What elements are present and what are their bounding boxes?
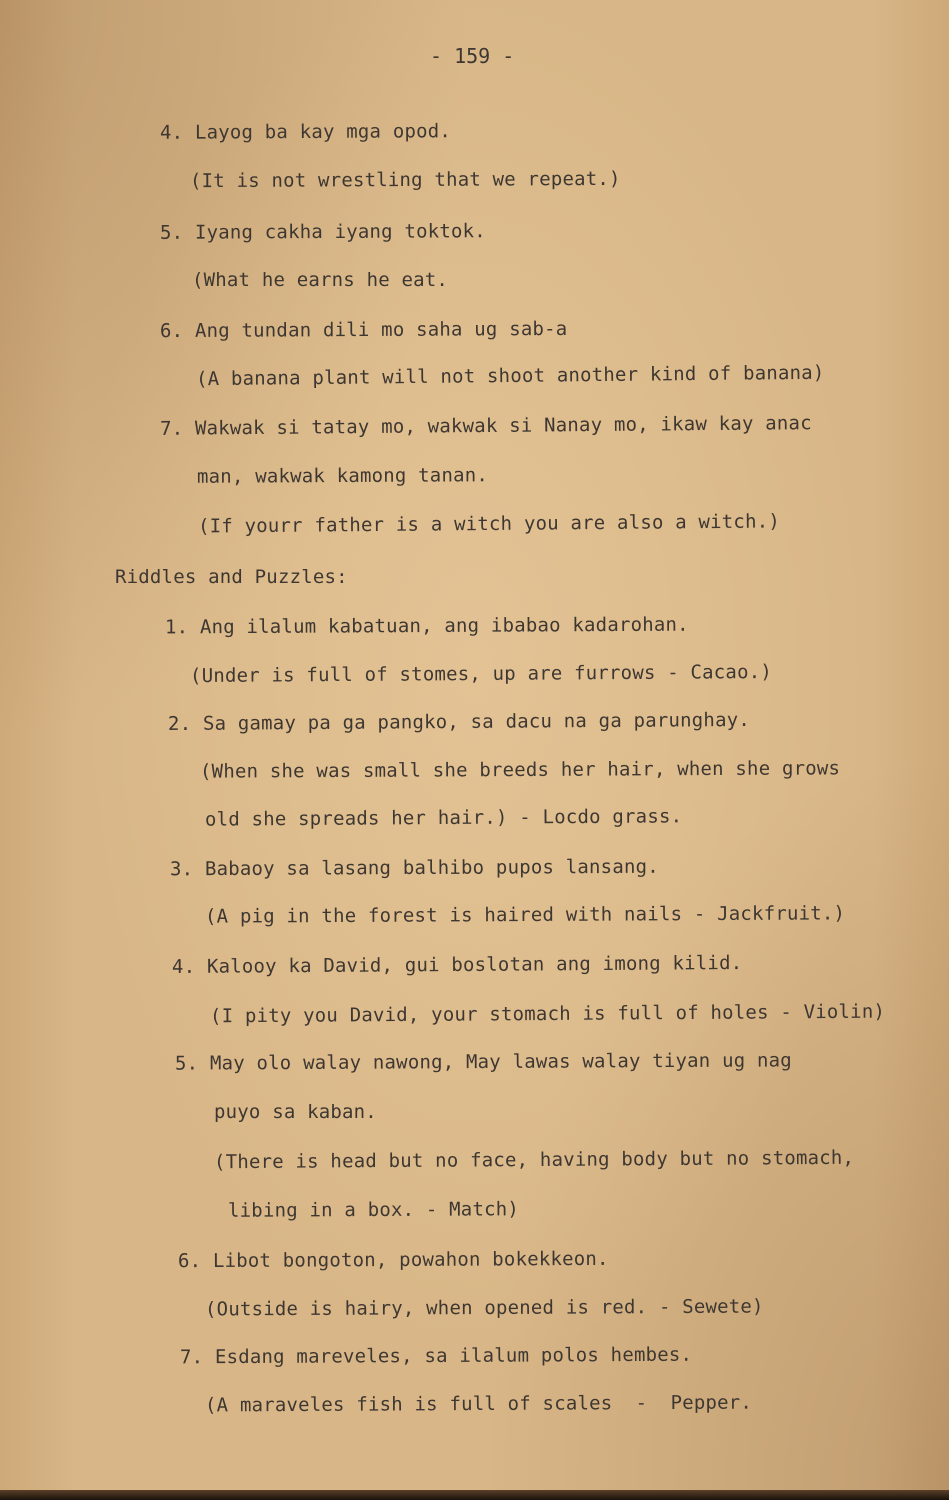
riddle-6 (178, 1247, 609, 1273)
riddle-2 (168, 708, 750, 736)
riddle-4-translation: (I pity you David, your stomach is full of holes - Violin) (209, 1000, 886, 1028)
item-number: 2. (167, 712, 192, 736)
item-number: 4. (159, 121, 184, 144)
riddle-3 (170, 855, 659, 882)
saying-6 (160, 317, 567, 343)
page-number: - 159 - (430, 44, 515, 68)
item-number: 1. (164, 616, 189, 639)
saying-4-translation: (It is not wrestling that we repeat.) (189, 167, 621, 193)
item-number: 3. (169, 858, 194, 881)
riddle-5-translation: (There is head but no face, having body but no stomach, (213, 1146, 855, 1174)
riddle-1-translation: (Under is full of stomes, up are furrows - Cacao.) (189, 660, 773, 688)
riddle-2-translation-continuation: old she spreads her hair.) - Locdo grass. (204, 805, 683, 831)
item-number: 4. (171, 955, 196, 978)
saying-6-translation: (A banana plant will not shoot another kind of banana) (195, 361, 825, 391)
item-text: Ang tundan dili mo saha ug sab-a (194, 317, 568, 342)
saying-7-continuation: man, wakwak kamong tanan. (196, 464, 489, 488)
saying-4 (160, 119, 451, 145)
saying-5 (160, 219, 486, 245)
item-text: Ang ilalum kabatuan, ang ibabao kadarohan. (199, 613, 689, 639)
item-text: Wakwak si tatay mo, wakwak si Nanay mo, ikaw kay anac (194, 412, 812, 440)
saying-5-translation: (What he earns he eat. (192, 269, 449, 291)
riddle-5 (175, 1048, 792, 1075)
item-number: 7. (179, 1346, 204, 1369)
item-text: May olo walay nawong, May lawas walay tiyan ug nag (209, 1049, 792, 1075)
saying-7-translation: (If yourr father is a witch you are also a witch.) (197, 510, 781, 538)
item-text: Libot bongoton, powahon bokekkeon. (212, 1247, 609, 1272)
item-number: 5. (159, 221, 184, 244)
riddles-heading: Riddles and Puzzles: (115, 566, 348, 588)
item-number: 6. (177, 1250, 202, 1273)
riddle-4 (172, 951, 742, 979)
item-text: Babaoy sa lasang balhibo pupos lansang. (204, 855, 659, 881)
riddle-2-translation: (When she was small she breeds her hair, when she grows (199, 757, 841, 783)
riddle-5-continuation: puyo sa kaban. (214, 1101, 377, 1123)
riddle-3-translation: (A pig in the forest is haired with nails - Jackfruit.) (204, 902, 846, 928)
item-number: 6. (159, 319, 184, 343)
riddle-5-translation-continuation: libing in a box. - Match) (227, 1198, 520, 1222)
item-text: Layog ba kay mga opod. (194, 120, 452, 144)
item-text: Esdang mareveles, sa ilalum polos hembes. (214, 1343, 693, 1369)
item-number: 5. (174, 1052, 199, 1075)
item-number: 7. (159, 417, 184, 440)
item-text: Sa gamay pa ga pangko, sa dacu na ga parunghay. (202, 708, 751, 735)
riddle-7-translation: (A maraveles fish is full of scales - Pepper. (204, 1391, 753, 1417)
page-bottom-edge (0, 1490, 949, 1500)
item-text: Kalooy ka David, gui boslotan ang imong kilid. (206, 952, 743, 978)
riddle-1 (165, 613, 689, 640)
riddle-7 (180, 1343, 692, 1370)
riddle-6-translation: (Outside is hairy, when opened is red. - Sewete) (204, 1295, 764, 1321)
item-text: Iyang cakha iyang toktok. (194, 220, 486, 244)
saying-7 (160, 411, 812, 441)
